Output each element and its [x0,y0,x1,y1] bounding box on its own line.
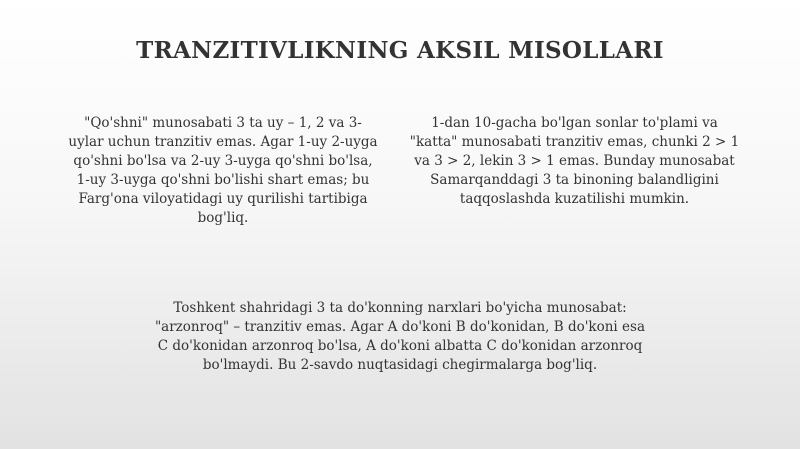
text-block-greater-example: 1-dan 10-gacha bo'lgan sonlar to'plami va "katta" munosabati tranzitiv emas, chunki 2 > 1 va 3 > 2, lekin 3 > 1 emas. Bunday munosabat Samarqanddagi 3 ta binoning balandligini taqqoslashda kuzatilishi mumkin. [409,115,740,207]
text-block-cheaper-example: Toshkent shahridagi 3 ta do'konning narxlari bo'yicha munosabat: "arzonroq" – tranzitiv emas. Agar A do'koni B do'konidan, B do'koni esa C do'konidan arzonroq bo'lsa, A do'koni albatta C do'konidan arzonroq bo'lmaydi. Bu 2-savdo nuqtasidagi chegirmalarga bog'liq. [154,300,646,373]
slide-title: TRANZITIVLIKNING AKSIL MISOLLARI [136,37,664,64]
text-block-neighbor-example: "Qo'shni" munosabati 3 ta uy – 1, 2 va 3- uylar uchun tranzitiv emas. Agar 1-uy 2-uyga qo'shni bo'lsa va 2-uy 3-uyga qo'shni bo'lsa, 1-uy 3-uyga qo'shni bo'lishi shart emas; bu Farg'ona viloyatidagi uy qurilishi tartibiga bog'liq. [68,115,378,226]
